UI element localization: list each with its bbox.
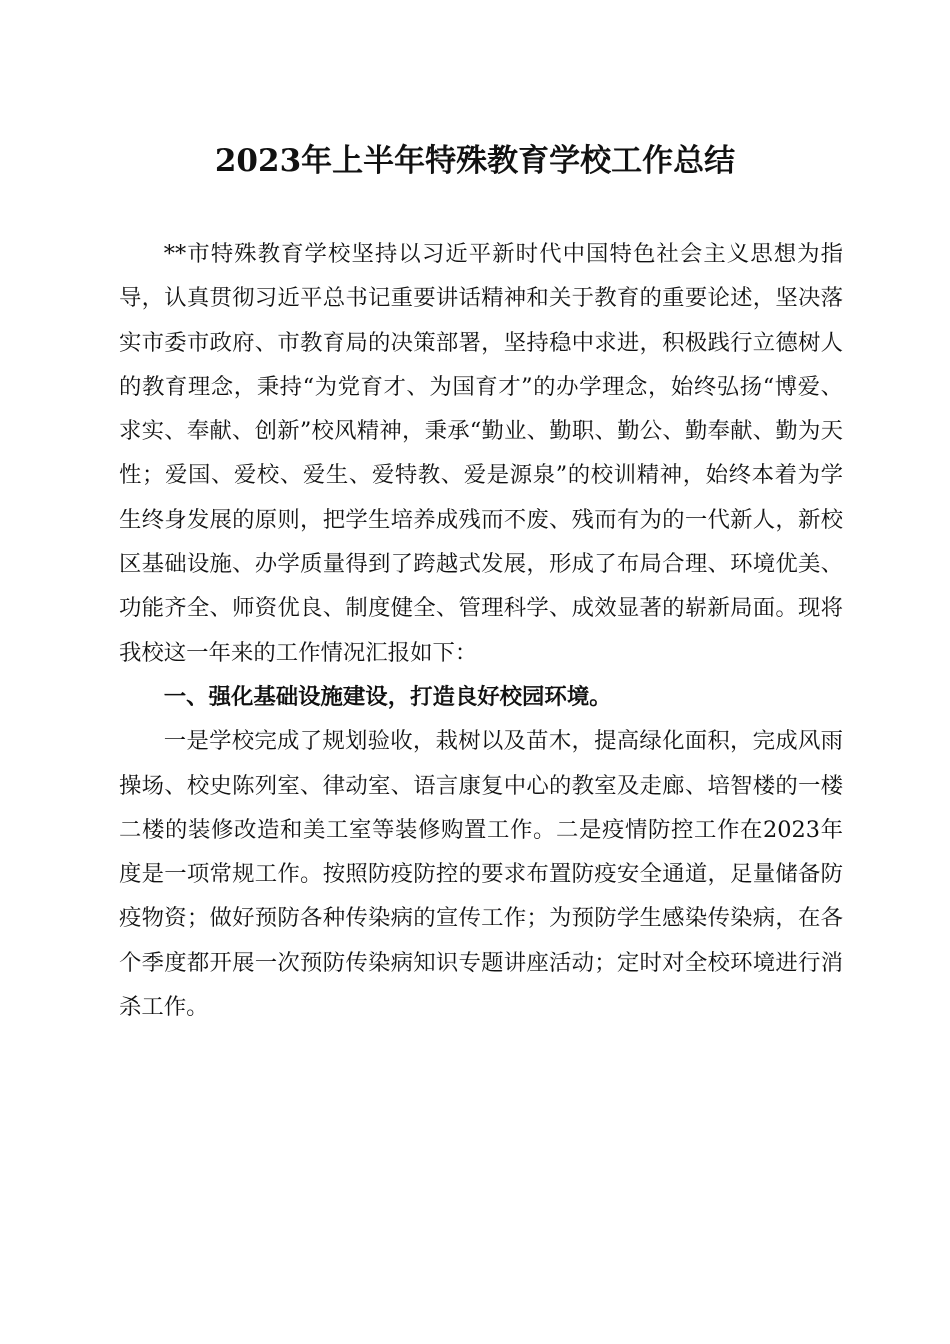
- intro-paragraph: **市特殊教育学校坚持以习近平新时代中国特色社会主义思想为指导，认真贯彻习近平总书记重要讲话精神和关于教育的重要论述，坚决落实市委市政府、市教育局的决策部署，坚持稳中求进，积极践行立德树人的教育理念，秉持“为党育才、为国育才”的办学理念，始终弘扬“博爱、求实、奉献、创新”校风精神，秉承“勤业、勤职、勤公、勤奉献、勤为天性；爱国、爱校、爱生、爱特教、爱是源泉”的校训精神，始终本着为学生终身发展的原则，把学生培养成残而不废、残而有为的一代新人，新校区基础设施、办学质量得到了跨越式发展，形成了布局合理、环境优美、功能齐全、师资优良、制度健全、管理科学、成效显著的崭新局面。现将我校这一年来的工作情况汇报如下：: [119, 241, 843, 666]
- document-title: 2023年上半年特殊教育学校工作总结: [214, 143, 736, 179]
- section-1-paragraph: 一是学校完成了规划验收，栽树以及苗木，提高绿化面积，完成风雨操场、校史陈列室、律动室、语言康复中心的教室及走廊、培智楼的一楼二楼的装修改造和美工室等装修购置工作。二是疫情防控工作在2023年度是一项常规工作。按照防疫防控的要求布置防疫安全通道，足量储备防疫物资；做好预防各种传染病的宣传工作；为预防学生感染传染病，在各个季度都开展一次预防传染病知识专题讲座活动；定时对全校环境进行消杀工作。: [119, 728, 843, 1021]
- section-heading-1: 一、强化基础设施建设，打造良好校园环境。: [163, 683, 612, 710]
- document-body: [119, 232, 843, 1029]
